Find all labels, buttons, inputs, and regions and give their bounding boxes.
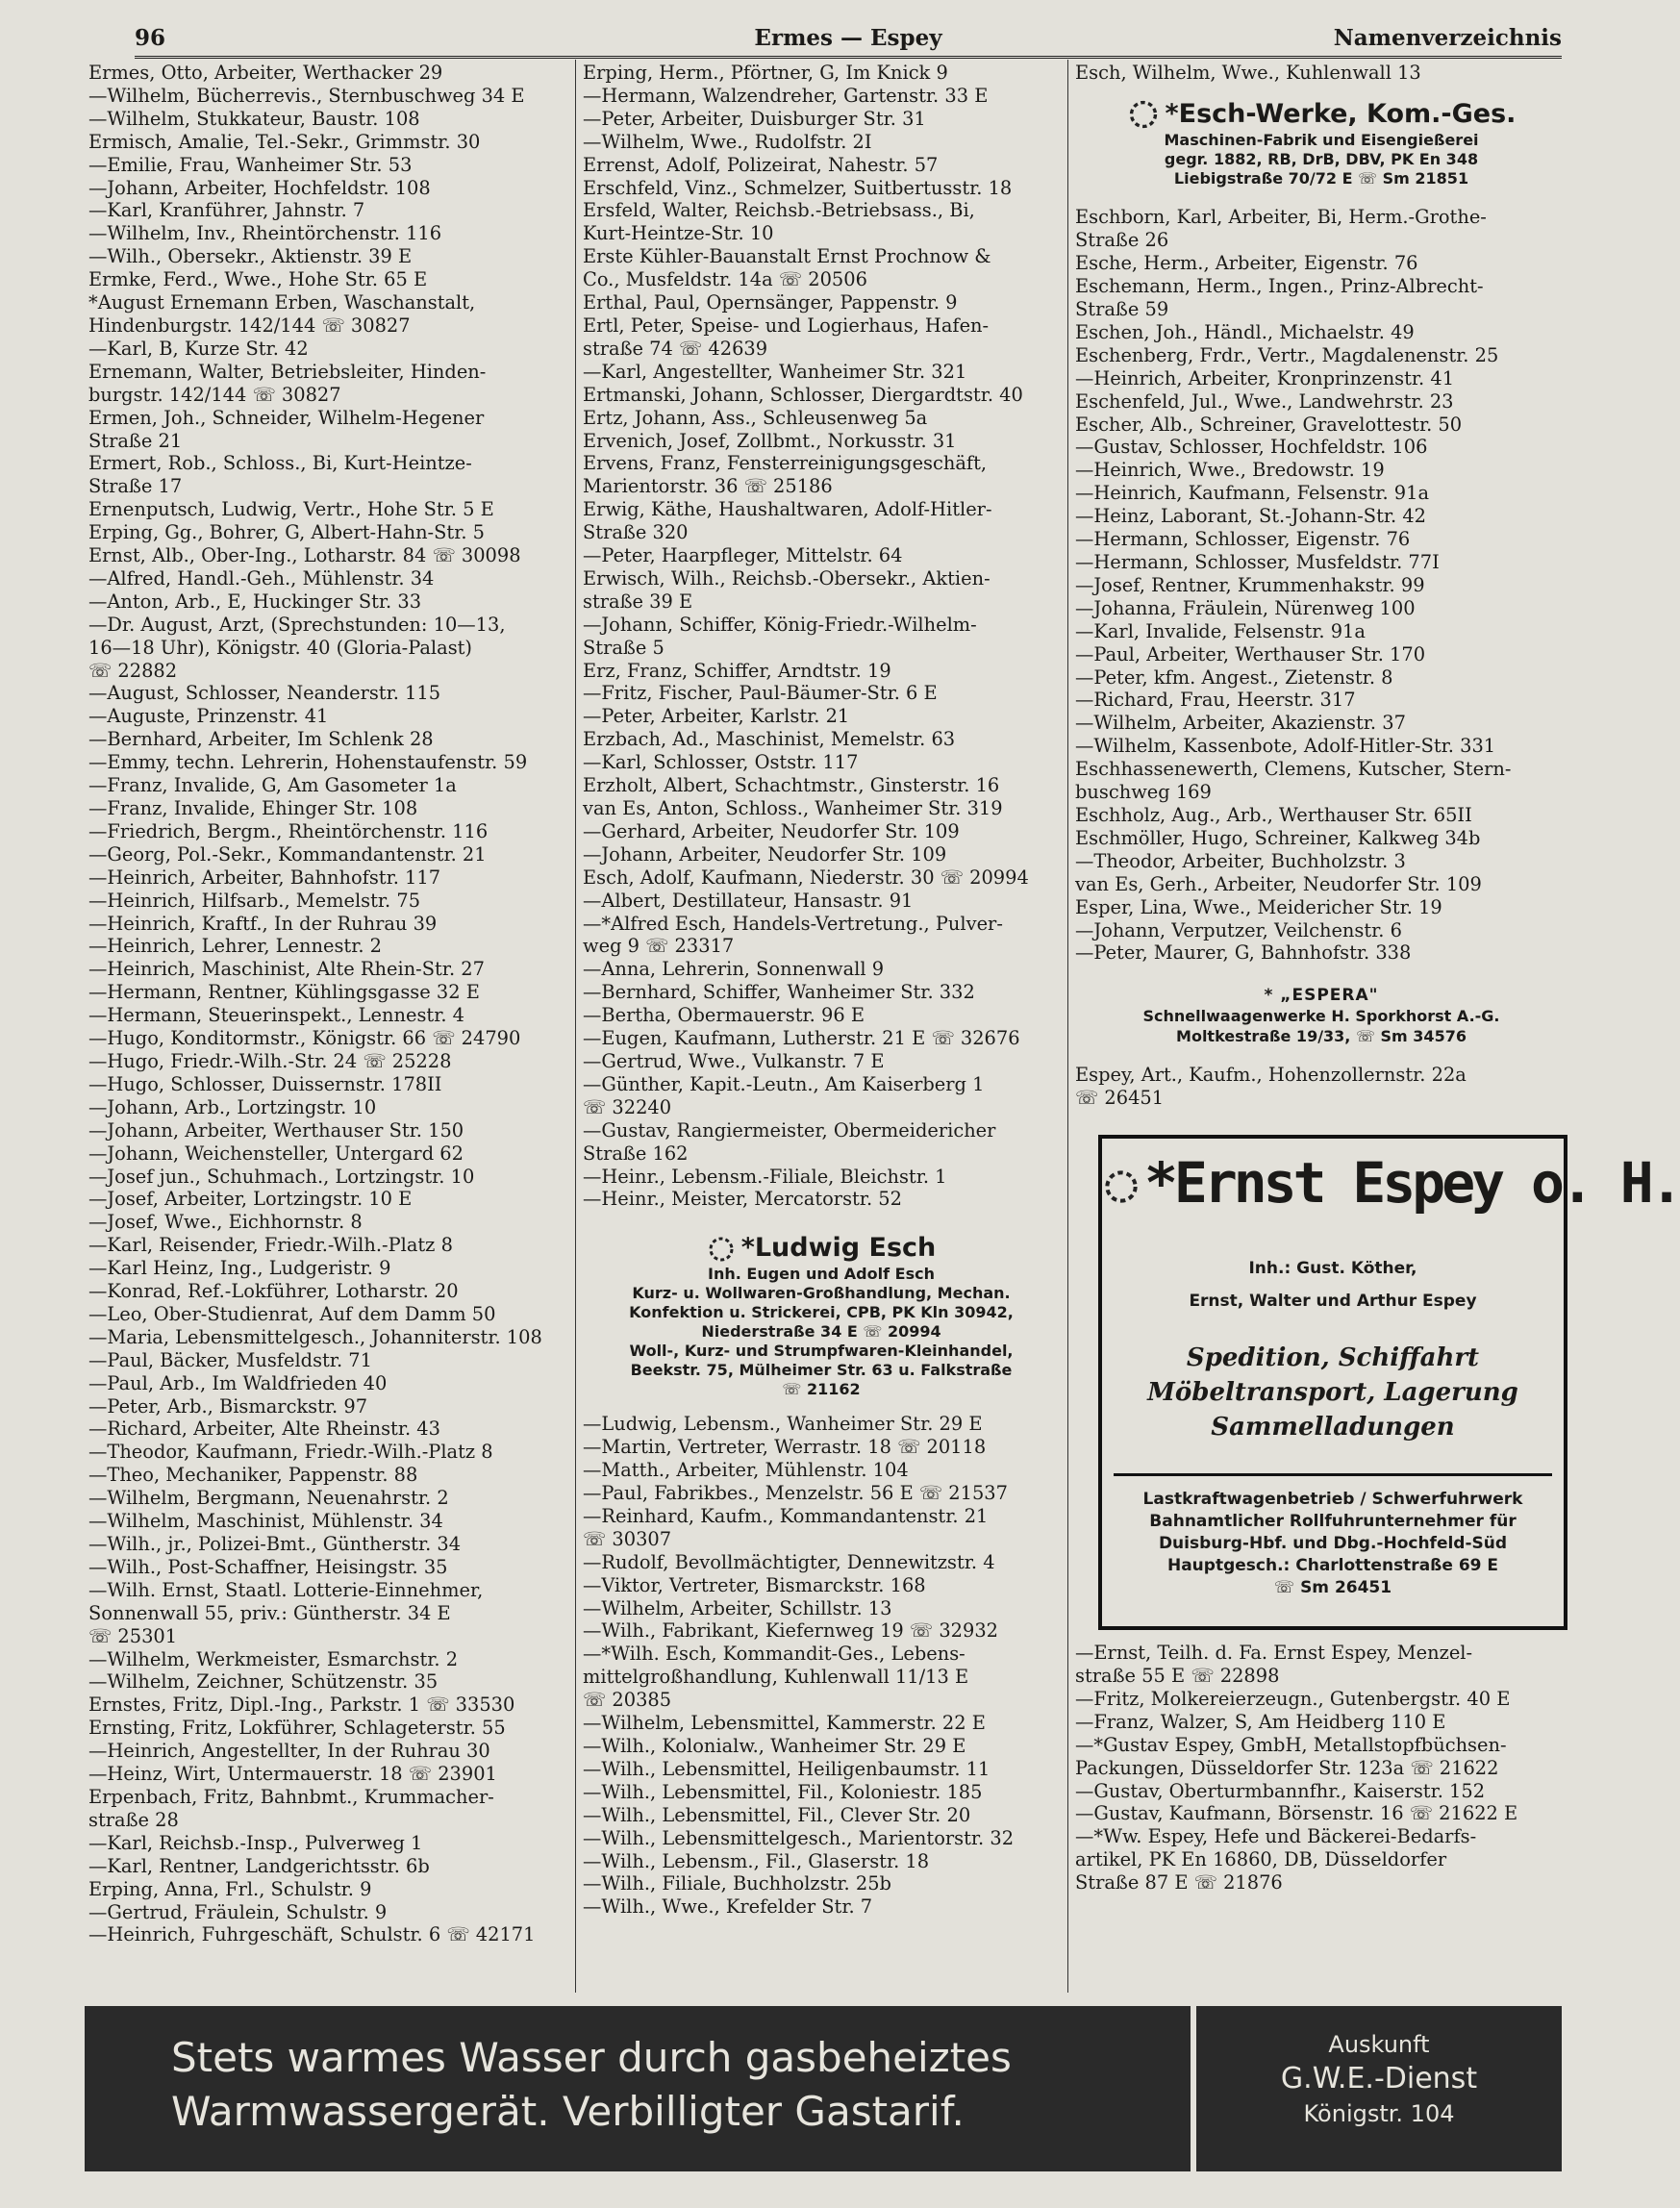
directory-entry: —Heinz, Laborant, St.-Johann-Str. 42 xyxy=(1075,505,1427,528)
directory-entry: Eschemann, Herm., Ingen., Prinz-Albrecht- xyxy=(1075,275,1484,298)
directory-entry: —Maria, Lebensmittelgesch., Johanniterstr. 108 xyxy=(88,1325,542,1348)
footer-info xyxy=(1196,2027,1562,2131)
directory-entry: —Heinrich, Lehrer, Lennestr. 2 xyxy=(88,935,383,958)
directory-entry: —Martin, Vertreter, Werrastr. 18 ☏ 20118 xyxy=(583,1436,987,1459)
directory-entry: Ernst, Walter und Arthur Espey xyxy=(1189,1292,1477,1312)
directory-entry: buschweg 169 xyxy=(1075,781,1212,804)
directory-entry: —Wilh., Obersekr., Aktienstr. 39 E xyxy=(88,245,413,268)
directory-entry: —Theo, Mechaniker, Pappenstr. 88 xyxy=(88,1464,418,1487)
directory-entry: Straße 59 xyxy=(1075,298,1169,321)
info-line: Königstr. 104 xyxy=(1303,2100,1455,2127)
directory-entry: straße 74 ☏ 42639 xyxy=(583,337,768,360)
wreath-icon xyxy=(707,1235,736,1264)
directory-entry: Erschfeld, Vinz., Schmelzer, Suitbertusstr. 18 xyxy=(583,176,1013,199)
ad-line: Liebigstraße 70/72 E ☏ Sm 21851 xyxy=(1173,169,1469,188)
directory-entry: Sammelladungen xyxy=(1211,1413,1455,1443)
directory-entry: —Theodor, Arbeiter, Buchholzstr. 3 xyxy=(1075,849,1406,872)
directory-entry: —Franz, Invalide, Ehinger Str. 108 xyxy=(88,797,418,819)
directory-entry: artikel, PK En 16860, DB, Düsseldorfer xyxy=(1075,1848,1447,1871)
directory-entry: —Wilhelm, Arbeiter, Akazienstr. 37 xyxy=(1075,712,1406,735)
directory-entry: —Karl, Invalide, Felsenstr. 91a xyxy=(1075,619,1366,642)
directory-entry: —Heinrich, Kaufmann, Felsenstr. 91a xyxy=(1075,482,1430,505)
directory-entry: Ervenich, Josef, Zollbmt., Norkusstr. 31 xyxy=(583,429,957,452)
ad-title: *Ernst Espey o. H. xyxy=(1102,1167,1564,1206)
directory-entry: —Wilhelm, Kassenbote, Adolf-Hitler-Str. 331 xyxy=(1075,735,1496,758)
ad-lines xyxy=(1075,1006,1567,1046)
directory-entry: —Josef, Rentner, Krummenhakstr. 99 xyxy=(1075,573,1425,596)
directory-entry: ☏ 20385 xyxy=(583,1689,672,1712)
directory-entry: Ermes, Otto, Arbeiter, Werthacker 29 xyxy=(88,62,443,84)
directory-entry: —Emmy, techn. Lehrerin, Hohenstaufenstr. 59 xyxy=(88,751,528,774)
ad-line: ☏ 21162 xyxy=(782,1380,861,1399)
directory-entry: —Bernhard, Arbeiter, Im Schlenk 28 xyxy=(88,728,434,751)
directory-entry: Ertmanski, Johann, Schlosser, Diergardtstr. 40 xyxy=(583,383,1023,406)
directory-entry: —Wilhelm, Inv., Rheintörchenstr. 116 xyxy=(88,222,442,245)
directory-entry: Erping, Herm., Pförtner, G, Im Knick 9 xyxy=(583,62,948,84)
directory-entry: —Bernhard, Schiffer, Wanheimer Str. 332 xyxy=(583,981,975,1004)
directory-entry: Erz, Franz, Schiffer, Arndtstr. 19 xyxy=(583,659,891,682)
directory-entry: Erzholt, Albert, Schachtmstr., Ginsterstr. 16 xyxy=(583,774,1000,797)
page-number: 96 xyxy=(135,25,166,51)
directory-entry: —Johann, Arbeiter, Hochfeldstr. 108 xyxy=(88,176,431,199)
directory-entry: —Gustav, Schlosser, Hochfeldstr. 106 xyxy=(1075,436,1428,459)
directory-entry: —Karl, Rentner, Landgerichtsstr. 6b xyxy=(88,1854,430,1877)
directory-entry: —Karl, B, Kurze Str. 42 xyxy=(88,337,309,360)
directory-entry: —Heinrich, Arbeiter, Kronprinzenstr. 41 xyxy=(1075,366,1455,389)
directory-entry: —Franz, Walzer, S, Am Heidberg 110 E xyxy=(1075,1710,1446,1733)
directory-entry: Straße 17 xyxy=(88,475,183,498)
ad-esch-werke xyxy=(1075,98,1567,189)
directory-entry: —Anton, Arb., E, Huckinger Str. 33 xyxy=(88,590,422,613)
directory-entry: Ermisch, Amalie, Tel.-Sekr., Grimmstr. 30 xyxy=(88,130,481,153)
directory-entry: Erzbach, Ad., Maschinist, Memelstr. 63 xyxy=(583,728,956,751)
directory-entry: —Hermann, Rentner, Kühlingsgasse 32 E xyxy=(88,981,480,1004)
directory-entry: —Peter, kfm. Angest., Zietenstr. 8 xyxy=(1075,665,1393,689)
directory-entry: —Eugen, Kaufmann, Lutherstr. 21 E ☏ 32676 xyxy=(583,1027,1020,1050)
directory-entry: Hindenburgstr. 142/144 ☏ 30827 xyxy=(88,314,411,337)
directory-entry: —Ernst, Teilh. d. Fa. Ernst Espey, Menzel- xyxy=(1075,1642,1473,1665)
column-divider xyxy=(1067,60,1068,1993)
directory-entry: Ertl, Peter, Speise- und Logierhaus, Hafen- xyxy=(583,314,990,337)
directory-entry: Erpenbach, Fritz, Bahnbmt., Krummacher- xyxy=(88,1785,494,1808)
directory-entry: —Georg, Pol.-Sekr., Kommandantenstr. 21 xyxy=(88,842,487,866)
directory-entry: Esch, Adolf, Kaufmann, Niederstr. 30 ☏ 20994 xyxy=(583,866,1029,889)
directory-entry: —Albert, Destillateur, Hansastr. 91 xyxy=(583,889,914,912)
directory-entry: —Wilh., jr., Polizei-Bmt., Güntherstr. 34 xyxy=(88,1533,462,1555)
ad-espera xyxy=(1075,986,1567,1046)
directory-entry: —Johanna, Fräulein, Nürenweg 100 xyxy=(1075,596,1416,619)
column-divider xyxy=(575,60,576,1993)
ad-title: *Esch-Werke, Kom.-Ges. xyxy=(1075,98,1567,132)
info-line: G.W.E.-Dienst xyxy=(1280,2062,1478,2095)
directory-entry: —Johann, Arb., Lortzingstr. 10 xyxy=(88,1095,377,1118)
ad-title: * „ESPERA" xyxy=(1264,986,1379,1006)
directory-entry: Straße 21 xyxy=(88,429,183,452)
directory-entry: —Dr. August, Arzt, (Sprechstunden: 10—13, xyxy=(88,613,506,636)
directory-entry: Ernemann, Walter, Betriebsleiter, Hinden- xyxy=(88,360,487,383)
directory-entry: Esche, Herm., Arbeiter, Eigenstr. 76 xyxy=(1075,252,1418,275)
directory-entry: —Heinrich, Wwe., Bredowstr. 19 xyxy=(1075,459,1385,482)
directory-entry: Eschmöller, Hugo, Schreiner, Kalkweg 34b xyxy=(1075,826,1481,849)
directory-entry: —Wilh., Wwe., Krefelder Str. 7 xyxy=(583,1895,873,1919)
ad-line: Niederstraße 34 E ☏ 20994 xyxy=(701,1322,941,1342)
directory-entry: Ermert, Rob., Schloss., Bi, Kurt-Heintze- xyxy=(88,452,472,475)
entry-list xyxy=(1075,1642,1567,1894)
directory-entry: —Hermann, Schlosser, Eigenstr. 76 xyxy=(1075,528,1411,551)
entry-list xyxy=(1075,62,1567,85)
directory-entry: Straße 320 xyxy=(583,521,689,544)
directory-entry: —Paul, Arb., Im Waldfrieden 40 xyxy=(88,1371,388,1394)
directory-entry: —Heinrich, Fuhrgeschäft, Schulstr. 6 ☏ 42171 xyxy=(88,1923,536,1946)
directory-entry: —Friedrich, Bergm., Rheintörchenstr. 116 xyxy=(88,819,489,842)
directory-entry: Erste Kühler-Bauanstalt Ernst Prochnow & xyxy=(583,245,991,268)
directory-entry: —Karl Heinz, Ing., Ludgeristr. 9 xyxy=(88,1257,391,1280)
entry-list xyxy=(583,62,1060,1211)
directory-entry: —Emilie, Frau, Wanheimer Str. 53 xyxy=(88,153,413,176)
directory-entry: —Wilhelm, Werkmeister, Esmarchstr. 2 xyxy=(88,1647,459,1670)
directory-entry: Esper, Lina, Wwe., Meidericher Str. 19 xyxy=(1075,895,1442,918)
directory-entry: —August, Schlosser, Neanderstr. 115 xyxy=(88,682,441,705)
directory-entry: —Theodor, Kaufmann, Friedr.-Wilh.-Platz 8 xyxy=(88,1441,493,1464)
directory-entry: Hauptgesch.: Charlottenstraße 69 E xyxy=(1166,1556,1499,1576)
directory-entry: van Es, Gerh., Arbeiter, Neudorfer Str. 109 xyxy=(1075,872,1482,895)
directory-entry: —Karl, Kranführer, Jahnstr. 7 xyxy=(88,199,365,222)
directory-entry: —*Alfred Esch, Handels-Vertretung., Pulver- xyxy=(583,912,1003,935)
directory-entry: —Heinr., Meister, Mercatorstr. 52 xyxy=(583,1188,902,1211)
directory-entry: van Es, Anton, Schloss., Wanheimer Str. 319 xyxy=(583,797,1003,819)
directory-entry: —Hermann, Schlosser, Musfeldstr. 77I xyxy=(1075,551,1440,573)
directory-entry: Schnellwaagenwerke H. Sporkhorst A.-G. xyxy=(1142,1007,1500,1026)
directory-entry: —Karl, Reichsb.-Insp., Pulverweg 1 xyxy=(88,1831,423,1854)
directory-entry: ☏ 22882 xyxy=(88,659,178,682)
directory-entry: —Hermann, Steuerinspekt., Lennestr. 4 xyxy=(88,1004,464,1027)
directory-entry: *August Ernemann Erben, Waschanstalt, xyxy=(88,291,476,314)
directory-entry: ☏ 30307 xyxy=(583,1527,672,1550)
directory-entry: —Wilhelm, Bergmann, Neuenahrstr. 2 xyxy=(88,1487,449,1510)
directory-entry: Inh.: Gust. Köther, xyxy=(1248,1259,1417,1279)
directory-entry: Marientorstr. 36 ☏ 25186 xyxy=(583,475,833,498)
directory-entry: Eschborn, Karl, Arbeiter, Bi, Herm.-Grothe- xyxy=(1075,206,1487,229)
ad-line: Beekstr. 75, Mülheimer Str. 63 u. Falkstraße xyxy=(630,1361,1013,1380)
directory-entry: burgstr. 142/144 ☏ 30827 xyxy=(88,383,341,406)
directory-entry: —Wilh., Filiale, Buchholzstr. 25b xyxy=(583,1872,891,1895)
directory-entry: 16—18 Uhr), Königstr. 40 (Gloria-Palast) xyxy=(88,636,473,659)
directory-entry: Erping, Anna, Frl., Schulstr. 9 xyxy=(88,1877,372,1900)
directory-entry: —Wilh., Lebensmittel, Heiligenbaumstr. 11 xyxy=(583,1757,990,1780)
directory-entry: Espey, Art., Kaufm., Hohenzollernstr. 22a xyxy=(1075,1064,1467,1087)
directory-entry: ☏ 25301 xyxy=(88,1624,178,1647)
directory-entry: Straße 162 xyxy=(583,1142,689,1165)
directory-entry: —Wilhelm, Lebensmittel, Kammerstr. 22 E xyxy=(583,1712,986,1735)
directory-entry: Sonnenwall 55, priv.: Güntherstr. 34 E xyxy=(88,1601,451,1624)
directory-entry: —Gertrud, Wwe., Vulkanstr. 7 E xyxy=(583,1049,885,1072)
directory-entry: —Wilh., Lebensmittel, Fil., Clever Str. 20 xyxy=(583,1803,971,1826)
directory-entry: Packungen, Düsseldorfer Str. 123a ☏ 21622 xyxy=(1075,1756,1499,1779)
directory-entry: —Heinrich, Maschinist, Alte Rhein-Str. 27 xyxy=(88,958,485,981)
directory-entry: —Peter, Haarpfleger, Mittelstr. 64 xyxy=(583,544,903,567)
directory-entry: —Ludwig, Lebensm., Wanheimer Str. 29 E xyxy=(583,1413,983,1436)
directory-entry: Ernenputsch, Ludwig, Vertr., Hohe Str. 5 E xyxy=(88,498,494,521)
directory-entry: straße 28 xyxy=(88,1808,179,1831)
directory-entry: Erthal, Paul, Opernsänger, Pappenstr. 9 xyxy=(583,291,958,314)
directory-entry: Eschen, Joh., Händl., Michaelstr. 49 xyxy=(1075,320,1415,343)
directory-entry: —Hugo, Schlosser, Duissernstr. 178II xyxy=(88,1072,442,1095)
ad-lines xyxy=(583,1265,1060,1399)
directory-entry: ☏ 26451 xyxy=(1075,1087,1165,1110)
directory-entry: Eschenfeld, Jul., Wwe., Landwehrstr. 23 xyxy=(1075,389,1454,413)
directory-entry: —Wilhelm, Bücherrevis., Sternbuschweg 34 E xyxy=(88,84,525,107)
name-range: Ermes — Espey xyxy=(754,25,942,51)
directory-entry: —Konrad, Ref.-Lokführer, Lotharstr. 20 xyxy=(88,1280,459,1303)
directory-entry: Co., Musfeldstr. 14a ☏ 20506 xyxy=(583,268,867,291)
directory-entry: —Karl, Reisender, Friedr.-Wilh.-Platz 8 xyxy=(88,1234,453,1257)
directory-entry: Escher, Alb., Schreiner, Gravelottestr. 50 xyxy=(1075,413,1463,436)
divider xyxy=(1114,1473,1552,1476)
footer-slogan xyxy=(85,2031,1277,2139)
directory-entry: —Heinrich, Arbeiter, Bahnhofstr. 117 xyxy=(88,866,441,889)
directory-entry: weg 9 ☏ 23317 xyxy=(583,935,735,958)
directory-entry: —Johann, Arbeiter, Werthauser Str. 150 xyxy=(88,1118,464,1142)
directory-entry: Ertz, Johann, Ass., Schleusenweg 5a xyxy=(583,406,928,429)
ad-title: *Ludwig Esch xyxy=(583,1232,1060,1265)
directory-entry: —Wilh., Lebensm., Fil., Glaserstr. 18 xyxy=(583,1849,930,1872)
directory-column-3 xyxy=(1075,62,1680,1894)
directory-entry: Bahnamtlicher Rollfuhrunternehmer für xyxy=(1149,1512,1517,1532)
directory-entry: Ernsting, Fritz, Lokführer, Schlageterstr. 55 xyxy=(88,1717,506,1740)
directory-entry: —Alfred, Handl.-Geh., Mühlenstr. 34 xyxy=(88,566,435,590)
directory-entry: —Karl, Angestellter, Wanheimer Str. 321 xyxy=(583,360,967,383)
directory-entry: —Karl, Schlosser, Oststr. 117 xyxy=(583,751,859,774)
directory-entry: Straße 5 xyxy=(583,636,664,659)
ad-ernst-espey xyxy=(1098,1135,1680,1630)
directory-entry: —Johann, Schiffer, König-Friedr.-Wilhelm- xyxy=(583,613,977,636)
directory-entry: —Johann, Verputzer, Veilchenstr. 6 xyxy=(1075,918,1402,941)
directory-entry: —Wilhelm, Wwe., Rudolfstr. 2I xyxy=(583,130,872,153)
directory-entry: —Bertha, Obermauerstr. 96 E xyxy=(583,1004,865,1027)
ad-ludwig-esch xyxy=(583,1232,1060,1399)
directory-entry: —Fritz, Molkereierzeugn., Gutenbergstr. 40 E xyxy=(1075,1687,1511,1710)
directory-entry: —Rudolf, Bevollmächtigter, Dennewitzstr. 4 xyxy=(583,1550,995,1573)
ad-line: Konfektion u. Strickerei, CPB, PK Kln 30942, xyxy=(629,1303,1014,1322)
ad-owners xyxy=(1102,1252,1564,1317)
footer-advertisement xyxy=(85,2006,1562,2171)
directory-entry: —Fritz, Fischer, Paul-Bäumer-Str. 6 E xyxy=(583,682,938,705)
directory-entry: Ersfeld, Walter, Reichsb.-Betriebsass., Bi, xyxy=(583,199,975,222)
directory-entry: —Hugo, Konditormstr., Königstr. 66 ☏ 24790 xyxy=(88,1027,521,1050)
directory-entry: —Wilhelm, Stukkateur, Baustr. 108 xyxy=(88,107,420,130)
directory-entry: —Heinr., Lebensm.-Filiale, Bleichstr. 1 xyxy=(583,1165,947,1188)
directory-entry: —Hermann, Walzendreher, Gartenstr. 33 E xyxy=(583,84,989,107)
directory-entry: —Hugo, Friedr.-Wilh.-Str. 24 ☏ 25228 xyxy=(88,1049,452,1072)
directory-entry: straße 39 E xyxy=(583,590,693,613)
directory-entry: Erwig, Käthe, Haushaltwaren, Adolf-Hitler- xyxy=(583,498,992,521)
directory-entry: —Wilh., Kolonialw., Wanheimer Str. 29 E xyxy=(583,1735,966,1757)
directory-entry: —Wilh., Fabrikant, Kiefernweg 19 ☏ 32932 xyxy=(583,1619,999,1643)
directory-entry: —Johann, Weichensteller, Untergard 62 xyxy=(88,1142,464,1165)
directory-entry: —Josef jun., Schuhmach., Lortzingstr. 10 xyxy=(88,1165,475,1188)
entry-list xyxy=(583,1413,1060,1919)
directory-entry: —Peter, Arbeiter, Duisburger Str. 31 xyxy=(583,107,926,130)
slogan-line: Warmwassergerät. Verbilligter Gastarif. xyxy=(171,2088,965,2135)
directory-entry: —Gerhard, Arbeiter, Neudorfer Str. 109 xyxy=(583,819,960,842)
directory-entry: —Peter, Arb., Bismarckstr. 97 xyxy=(88,1394,368,1418)
entry-list xyxy=(88,62,564,1946)
directory-entry: ☏ 32240 xyxy=(583,1095,672,1118)
ad-lines xyxy=(1075,131,1567,188)
directory-entry: —Auguste, Prinzenstr. 41 xyxy=(88,705,329,728)
directory-entry: —Wilh. Ernst, Staatl. Lotterie-Einnehmer, xyxy=(88,1578,484,1601)
section-title: Namenverzeichnis xyxy=(1333,25,1562,51)
directory-entry: —Heinrich, Kraftf., In der Ruhrau 39 xyxy=(88,912,438,935)
directory-entry: Erwisch, Wilh., Reichsb.-Obersekr., Aktien- xyxy=(583,566,990,590)
directory-entry: —Günther, Kapit.-Leutn., Am Kaiserberg 1 xyxy=(583,1072,985,1095)
directory-entry: —Heinz, Wirt, Untermauerstr. 18 ☏ 23901 xyxy=(88,1763,497,1786)
directory-entry: —Richard, Frau, Heerstr. 317 xyxy=(1075,689,1356,712)
directory-entry: —Johann, Arbeiter, Neudorfer Str. 109 xyxy=(583,842,947,866)
entry-list xyxy=(1075,1064,1567,1110)
directory-entry: Ermen, Joh., Schneider, Wilhelm-Hegener xyxy=(88,406,485,429)
directory-entry: Ervens, Franz, Fensterreinigungsgeschäft, xyxy=(583,452,988,475)
directory-entry: mittelgroßhandlung, Kuhlenwall 11/13 E xyxy=(583,1666,969,1689)
directory-entry: Eschhassenewerth, Clemens, Kutscher, Stern- xyxy=(1075,758,1512,781)
directory-entry: —Gertrud, Fräulein, Schulstr. 9 xyxy=(88,1900,388,1923)
ad-line: Woll-, Kurz- und Strumpfwaren-Kleinhandel, xyxy=(629,1342,1014,1361)
directory-entry: ☏ Sm 26451 xyxy=(1273,1578,1392,1598)
ad-line: Maschinen-Fabrik und Eisengießerei xyxy=(1164,131,1479,150)
directory-entry: —Wilh., Lebensmittelgesch., Marientorstr. 32 xyxy=(583,1826,1015,1849)
directory-entry: Ernst, Alb., Ober-Ing., Lotharstr. 84 ☏ 30098 xyxy=(88,544,521,567)
ad-trucking xyxy=(1102,1489,1564,1599)
info-line: Auskunft xyxy=(1328,2031,1430,2058)
directory-entry: Erping, Gg., Bohrer, G, Albert-Hahn-Str. 5 xyxy=(88,521,485,544)
ad-line: Kurz- u. Wollwaren-Großhandlung, Mechan. xyxy=(632,1284,1011,1303)
directory-entry: Errenst, Adolf, Polizeirat, Nahestr. 57 xyxy=(583,153,939,176)
directory-entry: —Peter, Maurer, G, Bahnhofstr. 338 xyxy=(1075,941,1412,965)
directory-entry: Duisburg-Hbf. und Dbg.-Hochfeld-Süd xyxy=(1158,1534,1508,1554)
directory-entry: —Richard, Arbeiter, Alte Rheinstr. 43 xyxy=(88,1418,440,1441)
directory-entry: —Gustav, Oberturmbannfhr., Kaiserstr. 152 xyxy=(1075,1779,1486,1802)
slogan-line: Stets warmes Wasser durch gasbeheiztes xyxy=(171,2034,1012,2081)
ad-line: gegr. 1882, RB, DrB, DBV, PK En 348 xyxy=(1164,150,1479,169)
directory-entry: straße 55 E ☏ 22898 xyxy=(1075,1665,1280,1688)
wreath-icon xyxy=(1127,98,1160,131)
directory-entry: Esch, Wilhelm, Wwe., Kuhlenwall 13 xyxy=(1075,62,1421,84)
directory-entry: —Wilh., Post-Schaffner, Heisingstr. 35 xyxy=(88,1555,448,1578)
directory-column-2 xyxy=(583,62,1060,1919)
page-header xyxy=(135,23,1562,59)
directory-entry: Kurt-Heintze-Str. 10 xyxy=(583,222,774,245)
entry-list xyxy=(1075,206,1567,965)
wreath-icon xyxy=(1102,1167,1141,1206)
ad-services xyxy=(1102,1341,1564,1444)
directory-entry: —Anna, Lehrerin, Sonnenwall 9 xyxy=(583,958,885,981)
directory-entry: —Wilhelm, Maschinist, Mühlenstr. 34 xyxy=(88,1510,443,1533)
directory-entry: —Wilhelm, Zeichner, Schützenstr. 35 xyxy=(88,1670,439,1694)
directory-entry: Lastkraftwagenbetrieb / Schwerfuhrwerk xyxy=(1142,1490,1523,1510)
directory-entry: —Josef, Arbeiter, Lortzingstr. 10 E xyxy=(88,1188,413,1211)
directory-entry: Moltkestraße 19/33, ☏ Sm 34576 xyxy=(1176,1027,1467,1046)
directory-entry: Möbeltransport, Lagerung xyxy=(1147,1378,1518,1408)
directory-entry: —Wilh., Lebensmittel, Fil., Koloniestr. 185 xyxy=(583,1780,983,1803)
directory-entry: Straße 87 E ☏ 21876 xyxy=(1075,1871,1283,1894)
directory-entry: —*Wilh. Esch, Kommandit-Ges., Lebens- xyxy=(583,1643,965,1666)
directory-entry: —Paul, Bäcker, Musfeldstr. 71 xyxy=(88,1348,372,1371)
directory-entry: —Gustav, Rangiermeister, Obermeidericher xyxy=(583,1118,996,1142)
directory-entry: —Viktor, Vertreter, Bismarckstr. 168 xyxy=(583,1573,926,1596)
directory-entry: —Franz, Invalide, G, Am Gasometer 1a xyxy=(88,774,457,797)
directory-entry: Spedition, Schiffahrt xyxy=(1186,1343,1480,1373)
directory-entry: —Matth., Arbeiter, Mühlenstr. 104 xyxy=(583,1459,909,1482)
directory-entry: —*Gustav Espey, GmbH, Metallstopfbüchsen- xyxy=(1075,1733,1507,1756)
ad-line: Inh. Eugen und Adolf Esch xyxy=(708,1265,935,1284)
directory-column-1 xyxy=(88,62,564,1946)
directory-entry: —Josef, Wwe., Eichhornstr. 8 xyxy=(88,1211,363,1234)
directory-entry: Straße 26 xyxy=(1075,229,1169,252)
directory-entry: —Heinrich, Angestellter, In der Ruhrau 30 xyxy=(88,1740,490,1763)
directory-entry: Eschholz, Aug., Arb., Werthauser Str. 65II xyxy=(1075,803,1472,826)
directory-entry: —Paul, Arbeiter, Werthauser Str. 170 xyxy=(1075,642,1426,665)
directory-entry: —Reinhard, Kaufm., Kommandantenstr. 21 xyxy=(583,1504,989,1527)
directory-entry: Ermke, Ferd., Wwe., Hohe Str. 65 E xyxy=(88,268,428,291)
directory-entry: —Gustav, Kaufmann, Börsenstr. 16 ☏ 21622 E xyxy=(1075,1802,1518,1825)
directory-entry: —*Ww. Espey, Hefe und Bäckerei-Bedarfs- xyxy=(1075,1825,1477,1848)
directory-entry: —Peter, Arbeiter, Karlstr. 21 xyxy=(583,705,850,728)
directory-entry: Ernstes, Fritz, Dipl.-Ing., Parkstr. 1 ☏ 33530 xyxy=(88,1694,515,1717)
directory-entry: —Heinrich, Hilfsarb., Memelstr. 75 xyxy=(88,889,421,912)
directory-entry: —Paul, Fabrikbes., Menzelstr. 56 E ☏ 21537 xyxy=(583,1482,1008,1505)
directory-entry: —Leo, Ober-Studienrat, Auf dem Damm 50 xyxy=(88,1302,496,1325)
directory-entry: Eschenberg, Frdr., Vertr., Magdalenenstr. 25 xyxy=(1075,343,1499,366)
directory-entry: —Wilhelm, Arbeiter, Schillstr. 13 xyxy=(583,1596,892,1619)
